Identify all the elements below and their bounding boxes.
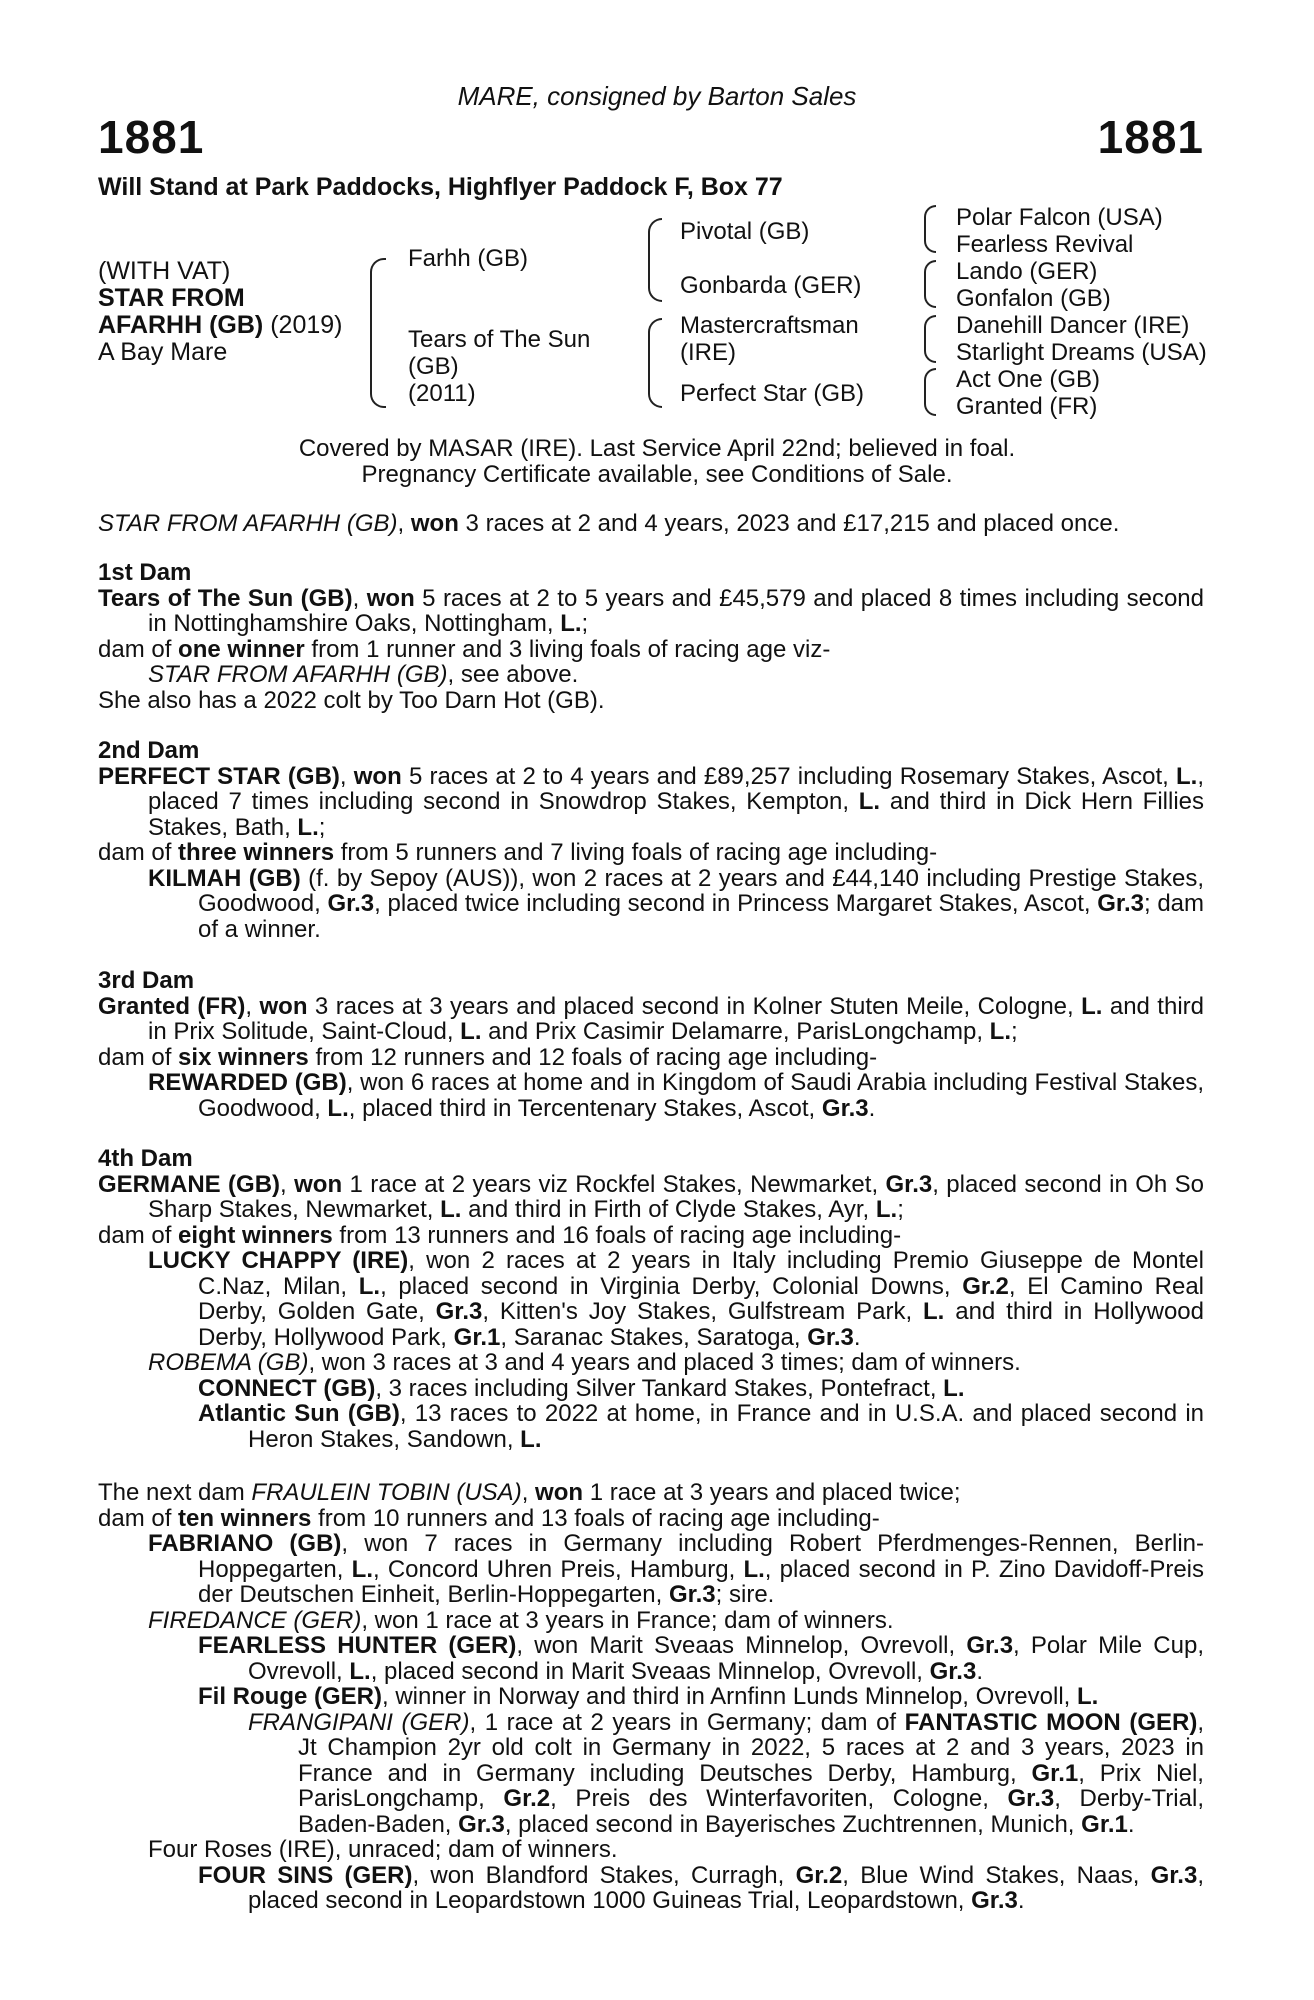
horse-year: (2019): [263, 311, 343, 339]
rewarded-t3: .: [868, 1094, 876, 1122]
vat-note: (WITH VAT): [98, 257, 231, 285]
fh-t4: .: [976, 1657, 983, 1685]
fm-t5: , placed second in Bayerisches Zuchtrennen, Munich,: [504, 1810, 1082, 1838]
pedigree-brace-dam: [648, 318, 662, 408]
kilmah-t3: ; dam of a winner.: [198, 890, 1205, 943]
fm-t1: , Jt Champion 2yr old colt in Germany in 2022, 5 races at 2 and 3 years, 2023 in France and in Germany including Deutsches Derby, Hamburg,: [298, 1708, 1204, 1787]
pedigree-sire: Farhh (GB): [408, 245, 529, 272]
second-dam-produce: [98, 840, 1204, 866]
first-dam-record: Tears of The Sun (GB), won 5 races at 2 to 5 years and £45,579 and placed 8 times including second in Nottinghamshire Oaks, Nottingham, L.;: [98, 584, 1205, 637]
fourth-dam-section: [98, 1146, 1204, 1452]
fourth-dam-record: GERMANE (GB), won 1 race at 2 years viz Rockfel Stakes, Newmarket, Gr.3, placed second in Oh So Sharp Stakes, Newmarket, L. and third in Firth of Clyde Stakes, Ayr, L.;: [98, 1170, 1204, 1223]
four-sins-entry: [98, 1863, 1204, 1914]
horse-name-line1: STAR FROM: [98, 284, 245, 312]
pedigree-dam-line3: (2011): [408, 380, 476, 407]
next-dam-winners: ten winners: [178, 1504, 312, 1532]
pedigree-sss: Polar Falcon (USA): [956, 204, 1163, 231]
third-dam-L2: L.: [460, 1018, 482, 1045]
fs-t4: .: [1017, 1887, 1025, 1914]
second-dam-record: PERFECT STAR (GB), won 5 races at 2 to 4 years and £89,257 including Rosemary Stakes, Ascot, L., placed 7 times including second in Snowdrop Stakes, Kempton, L. and third in Dick Hern Fillies Stakes, Bath, L.;: [98, 762, 1204, 841]
fourth-dam-damof-pre: dam of: [98, 1221, 179, 1249]
first-dam-produce: [98, 637, 1204, 663]
first-dam-foal-name: STAR FROM AFARHH (GB): [148, 661, 448, 688]
lc-t5: and third in Hollywood Derby, Hollywood Park,: [198, 1298, 1204, 1351]
covered-note: [0, 436, 1314, 487]
third-dam-section: [98, 968, 1204, 1121]
fs-g2: Gr.3: [1150, 1861, 1198, 1889]
stand-location: Will Stand at Park Paddocks, Highflyer Paddock F, Box 77: [98, 173, 783, 201]
second-dam-winners: three winners: [178, 839, 335, 866]
second-dam-heading: 2nd Dam: [98, 737, 200, 764]
frangipani-entry: [98, 1710, 1204, 1838]
connect-name: CONNECT (GB): [198, 1374, 376, 1402]
lot-number-right: 1881: [1097, 111, 1204, 163]
fil-rouge-text: , winner in Norway and third in Arnfinn Lunds Minnelop, Ovrevoll,: [381, 1683, 1077, 1710]
pedigree-brace-sd: [924, 260, 936, 308]
second-dam-name: PERFECT STAR (GB): [98, 762, 340, 790]
lc-g3: Gr.1: [453, 1323, 501, 1351]
atlantic-sun-name: Atlantic Sun (GB): [198, 1400, 400, 1427]
fm-g3: Gr.3: [1007, 1785, 1055, 1812]
lc-L1: L.: [358, 1272, 381, 1300]
pedigree-ddd: Granted (FR): [956, 393, 1098, 420]
fourth-dam-winners: eight winners: [178, 1221, 333, 1249]
second-dam-section: [98, 738, 1204, 942]
pedigree-brace-ds: [924, 315, 936, 363]
first-dam-section: [98, 560, 1204, 713]
lc-t7: .: [853, 1323, 861, 1351]
fab-t3: , placed second in P. Zino Davidoff-Preis der Deutschen Einheit, Berlin-Hoppegarten,: [198, 1555, 1205, 1608]
fourth-dam-damof-post: from 13 runners and 16 foals of racing age including-: [332, 1221, 902, 1249]
four-sins-name: FOUR SINS (GER): [198, 1861, 413, 1889]
first-dam-foal-note: , see above.: [447, 661, 579, 688]
fourth-dam-t4: ;: [897, 1196, 904, 1223]
pedigree-ssd: Fearless Revival: [956, 231, 1134, 258]
frangipani-t1: , 1 race at 2 years in Germany; dam of: [469, 1708, 905, 1736]
fourth-dam-heading: 4th Dam: [98, 1145, 193, 1172]
pedigree-sire-dam: Gonbarda (GER): [680, 272, 862, 299]
next-dam-name: FRAULEIN TOBIN (USA): [251, 1479, 522, 1506]
next-dam-won: won: [535, 1479, 584, 1506]
connect-text: , 3 races including Silver Tankard Stakes, Pontefract,: [375, 1374, 944, 1402]
first-dam-text-end: ;: [581, 610, 589, 637]
fil-rouge-entry: [98, 1684, 1204, 1710]
first-dam-listed: L.: [560, 610, 582, 637]
fab-L1: L.: [351, 1555, 373, 1583]
lucky-chappy-entry: [98, 1248, 1204, 1350]
lot-number-left: 1881: [98, 111, 205, 163]
lucky-chappy-name: LUCKY CHAPPY (IRE): [148, 1247, 409, 1274]
second-dam-damof-pre: dam of: [98, 839, 179, 866]
kilmah-g2: Gr.3: [1097, 890, 1144, 917]
fs-g3: Gr.3: [971, 1887, 1018, 1914]
second-dam-won: won: [353, 762, 402, 790]
lc-t3: , El Camino Real Derby, Golden Gate,: [198, 1272, 1205, 1325]
second-dam-L2: L.: [858, 788, 881, 815]
fabriano-entry: [98, 1531, 1204, 1608]
third-dam-L1: L.: [1081, 992, 1103, 1020]
fm-t6: .: [1127, 1810, 1135, 1838]
fm-t3: , Preis des Winterfavoriten, Cologne,: [550, 1785, 1008, 1812]
fourth-dam-name: GERMANE (GB): [98, 1170, 281, 1198]
pedigree-sire-sire: Pivotal (GB): [680, 218, 810, 245]
first-dam-damof-post: from 1 runner and 3 living foals of racing age viz-: [304, 635, 831, 663]
first-dam-heading: 1st Dam: [98, 559, 192, 586]
third-dam-t2: and third in Prix Solitude, Saint-Cloud,: [148, 992, 1204, 1045]
next-dam-record: [98, 1480, 1204, 1506]
fh-g2: Gr.3: [929, 1657, 977, 1685]
fs-t3: , placed second in Leopardstown 1000 Guineas Trial, Leopardstown,: [248, 1861, 1204, 1914]
rewarded-t1: , won 6 races at home and in Kingdom of Saudi Arabia including Festival Stakes, Goodwood,: [198, 1069, 1204, 1122]
fab-t2: , Concord Uhren Preis, Hamburg,: [372, 1555, 744, 1583]
fs-t2: , Blue Wind Stakes, Naas,: [842, 1861, 1151, 1889]
fab-t1: , won 7 races in Germany including Robert Pferdmenges-Rennen, Berlin-Hoppegarten,: [198, 1530, 1205, 1583]
next-dam-produce: [98, 1506, 1204, 1532]
fh-t2: , Polar Mile Cup, Ovrevoll,: [248, 1632, 1205, 1685]
third-dam-record: Granted (FR), won 3 races at 3 years and placed second in Kolner Stuten Meile, Cologne, L. and third in Prix Solitude, Saint-Cloud, L. and Prix Casimir Delamarre, ParisLongchamp, L.;: [98, 992, 1204, 1045]
pedigree-dam-dam: Perfect Star (GB): [680, 380, 865, 407]
firedance-text: , won 1 race at 3 years in France; dam of winners.: [361, 1606, 894, 1634]
pedigree-dam-sire-line2: (IRE): [680, 339, 736, 366]
kilmah-entry: [98, 866, 1204, 943]
consignment-line: MARE, consigned by Barton Sales: [457, 81, 857, 111]
fm-g4: Gr.3: [458, 1810, 505, 1838]
fh-t1: , won Marit Sveaas Minnelop, Ovrevoll,: [516, 1632, 967, 1659]
lc-g4: Gr.3: [807, 1323, 854, 1351]
pedigree-dam-sire-line1: Mastercraftsman: [680, 312, 859, 339]
pedigree-brace-ss: [924, 205, 936, 253]
second-dam-t3: and third in Dick Hern Fillies Stakes, Bath,: [148, 788, 1204, 841]
first-dam-name: Tears of The Sun (GB): [98, 584, 353, 612]
third-dam-L3: L.: [989, 1018, 1011, 1045]
lc-t2: , placed second in Virginia Derby, Colonial Downs,: [380, 1272, 963, 1300]
pedigree-dam-line2: (GB): [408, 353, 459, 380]
fourth-dam-won: won: [294, 1170, 343, 1198]
lc-t4: , Kitten's Joy Stakes, Gulfstream Park,: [482, 1298, 924, 1325]
lc-t6: , Saranac Stakes, Saratoga,: [500, 1323, 808, 1351]
fm-g5: Gr.1: [1081, 1810, 1128, 1838]
horse-name-line2-wrap: [98, 312, 342, 339]
third-dam-produce: [98, 1045, 1204, 1071]
next-dam-pre: The next dam: [98, 1479, 252, 1506]
horse-name-line2: AFARHH (GB): [98, 311, 264, 339]
rewarded-name: REWARDED (GB): [148, 1069, 347, 1096]
pedigree-brace-sire: [648, 218, 662, 302]
firedance-entry: [98, 1608, 1204, 1634]
robema-entry: [98, 1350, 1204, 1376]
next-dam-t1: 1 race at 3 years and placed twice;: [583, 1479, 961, 1506]
horse-description: A Bay Mare: [98, 338, 228, 366]
fourth-dam-t3: and third in Firth of Clyde Stakes, Ayr,: [461, 1196, 876, 1223]
fab-g: Gr.3: [668, 1581, 716, 1608]
fh-t3: , placed second in Marit Sveaas Minnelop, Ovrevoll,: [370, 1657, 930, 1685]
second-dam-L3: L.: [297, 813, 319, 841]
firedance-name: FIREDANCE (GER): [148, 1606, 362, 1634]
fh-g: Gr.3: [966, 1632, 1014, 1659]
robema-text: , won 3 races at 3 and 4 years and placed 3 times; dam of winners.: [308, 1349, 1021, 1376]
first-dam-winners: one winner: [178, 635, 305, 663]
fm-t4: , Derby-Trial, Baden-Baden,: [298, 1785, 1204, 1838]
third-dam-damof-post: from 12 runners and 12 foals of racing age including-: [308, 1043, 878, 1071]
fourth-dam-L2: L.: [875, 1196, 898, 1223]
pedigree-sds: Lando (GER): [956, 258, 1098, 285]
fourth-dam-g1: Gr.3: [885, 1170, 933, 1198]
pedigree-dam-line1: Tears of The Sun: [408, 326, 591, 353]
fab-t4: ; sire.: [715, 1581, 775, 1608]
summary-text: 3 races at 2 and 4 years, 2023 and £17,215 and placed once.: [458, 510, 1120, 537]
third-dam-t4: ;: [1011, 1018, 1018, 1045]
next-dam-section: [98, 1480, 1204, 1914]
fourth-dam-produce: [98, 1223, 1204, 1249]
second-dam-damof-post: from 5 runners and 7 living foals of racing age including-: [334, 839, 938, 866]
fearless-hunter-entry: [98, 1633, 1204, 1684]
rewarded-entry: [98, 1070, 1204, 1121]
horse-summary: STAR FROM AFARHH (GB), won 3 races at 2 and 4 years, 2023 and £17,215 and placed once.: [98, 510, 1120, 537]
fil-rouge-name: Fil Rouge (GER): [198, 1683, 382, 1710]
atlantic-sun-entry: [98, 1401, 1204, 1452]
pedigree-sdd: Gonfalon (GB): [956, 285, 1111, 312]
fh-L: L.: [349, 1657, 371, 1685]
pedigree-brace-gen1: [370, 258, 386, 408]
fab-L2: L.: [743, 1555, 765, 1583]
fourth-dam-t2: , placed second in Oh So Sharp Stakes, Newmarket,: [148, 1170, 1204, 1223]
third-dam-winners: six winners: [178, 1043, 309, 1071]
next-dam-sep: ,: [521, 1479, 536, 1506]
pedigree-dam-sire: [680, 312, 859, 366]
lc-g2: Gr.3: [435, 1298, 483, 1325]
fs-g1: Gr.2: [795, 1861, 843, 1889]
fm-g1: Gr.1: [1031, 1759, 1079, 1787]
first-dam-foal: [98, 662, 1204, 688]
pedigree-brace-dd: [924, 368, 936, 416]
pedigree-dds: Act One (GB): [956, 366, 1101, 393]
third-dam-t3: and Prix Casimir Delamarre, ParisLongchamp,: [481, 1018, 990, 1045]
summary-name: STAR FROM AFARHH (GB): [98, 510, 398, 537]
third-dam-t1: 3 races at 3 years and placed second in Kolner Stuten Meile, Cologne,: [307, 992, 1082, 1020]
rewarded-L: L.: [327, 1094, 349, 1122]
connect-entry: [98, 1376, 1204, 1402]
fs-t1: , won Blandford Stakes, Curragh,: [412, 1861, 796, 1889]
third-dam-damof-pre: dam of: [98, 1043, 179, 1071]
fearless-hunter-name: FEARLESS HUNTER (GER): [198, 1632, 517, 1659]
lc-L2: L.: [923, 1298, 945, 1325]
lc-t1: , won 2 races at 2 years in Italy including Premio Giuseppe de Montel C.Naz, Milan,: [198, 1247, 1204, 1300]
first-dam-also: She also has a 2022 colt by Too Darn Hot (GB).: [98, 686, 605, 714]
atlantic-sun-text: , 13 races to 2022 at home, in France and in U.S.A. and placed second in Heron Stakes, Sandown,: [248, 1400, 1205, 1453]
lc-g1: Gr.2: [962, 1272, 1009, 1300]
pedigree-dam: [408, 326, 590, 407]
atlantic-sun-L: L.: [520, 1425, 542, 1453]
four-roses-entry: Four Roses (IRE), unraced; dam of winners.: [148, 1836, 618, 1863]
pedigree-dss: Danehill Dancer (IRE): [956, 312, 1190, 339]
horse-identity: [98, 258, 342, 366]
covered-line2: Pregnancy Certificate available, see Conditions of Sale.: [361, 460, 953, 488]
covered-line1: Covered by MASAR (IRE). Last Service April 22nd; believed in foal.: [298, 435, 1016, 462]
kilmah-t1: (f. by Sepoy (AUS)), won 2 races at 2 years and £44,140 including Prestige Stakes, Goodwood,: [198, 864, 1205, 917]
fm-g2: Gr.2: [503, 1785, 551, 1812]
fantastic-moon-name: FANTASTIC MOON (GER): [904, 1708, 1198, 1736]
rewarded-g: Gr.3: [821, 1094, 869, 1122]
second-dam-t2: , placed 7 times including second in Snowdrop Stakes, Kempton,: [148, 762, 1204, 815]
fourth-dam-L1: L.: [440, 1196, 462, 1223]
second-dam-L1: L.: [1176, 762, 1198, 790]
fm-t2: , Prix Niel, ParisLongchamp,: [298, 1759, 1204, 1812]
second-dam-t4: ;: [318, 813, 326, 841]
second-dam-t1: 5 races at 2 to 4 years and £89,257 including Rosemary Stakes, Ascot,: [401, 762, 1176, 790]
first-dam-won: won: [366, 584, 415, 612]
pedigree-dsd: Starlight Dreams (USA): [956, 339, 1207, 366]
kilmah-g1: Gr.3: [327, 890, 375, 917]
rewarded-t2: , placed third in Tercentenary Stakes, Ascot,: [348, 1094, 822, 1122]
frangipani-name: FRANGIPANI (GER): [248, 1708, 470, 1736]
summary-won: won: [410, 510, 459, 537]
kilmah-t2: , placed twice including second in Princess Margaret Stakes, Ascot,: [374, 890, 1098, 917]
third-dam-heading: 3rd Dam: [98, 967, 195, 994]
first-dam-text: 5 races at 2 to 5 years and £45,579 and placed 8 times including second in Nottinghamshire Oaks, Nottingham,: [148, 584, 1205, 637]
connect-L: L.: [943, 1374, 965, 1402]
fil-rouge-L: L.: [1077, 1683, 1099, 1710]
kilmah-name: KILMAH (GB): [148, 864, 301, 892]
first-dam-damof-pre: dam of: [98, 635, 179, 663]
fourth-dam-t1: 1 race at 2 years viz Rockfel Stakes, Newmarket,: [342, 1170, 886, 1198]
third-dam-won: won: [259, 992, 308, 1020]
robema-name: ROBEMA (GB): [148, 1349, 309, 1376]
fabriano-name: FABRIANO (GB): [148, 1530, 342, 1557]
third-dam-name: Granted (FR): [98, 992, 246, 1020]
next-dam-damof-post: from 10 runners and 13 foals of racing age including-: [311, 1504, 880, 1532]
next-dam-damof-pre: dam of: [98, 1504, 179, 1532]
